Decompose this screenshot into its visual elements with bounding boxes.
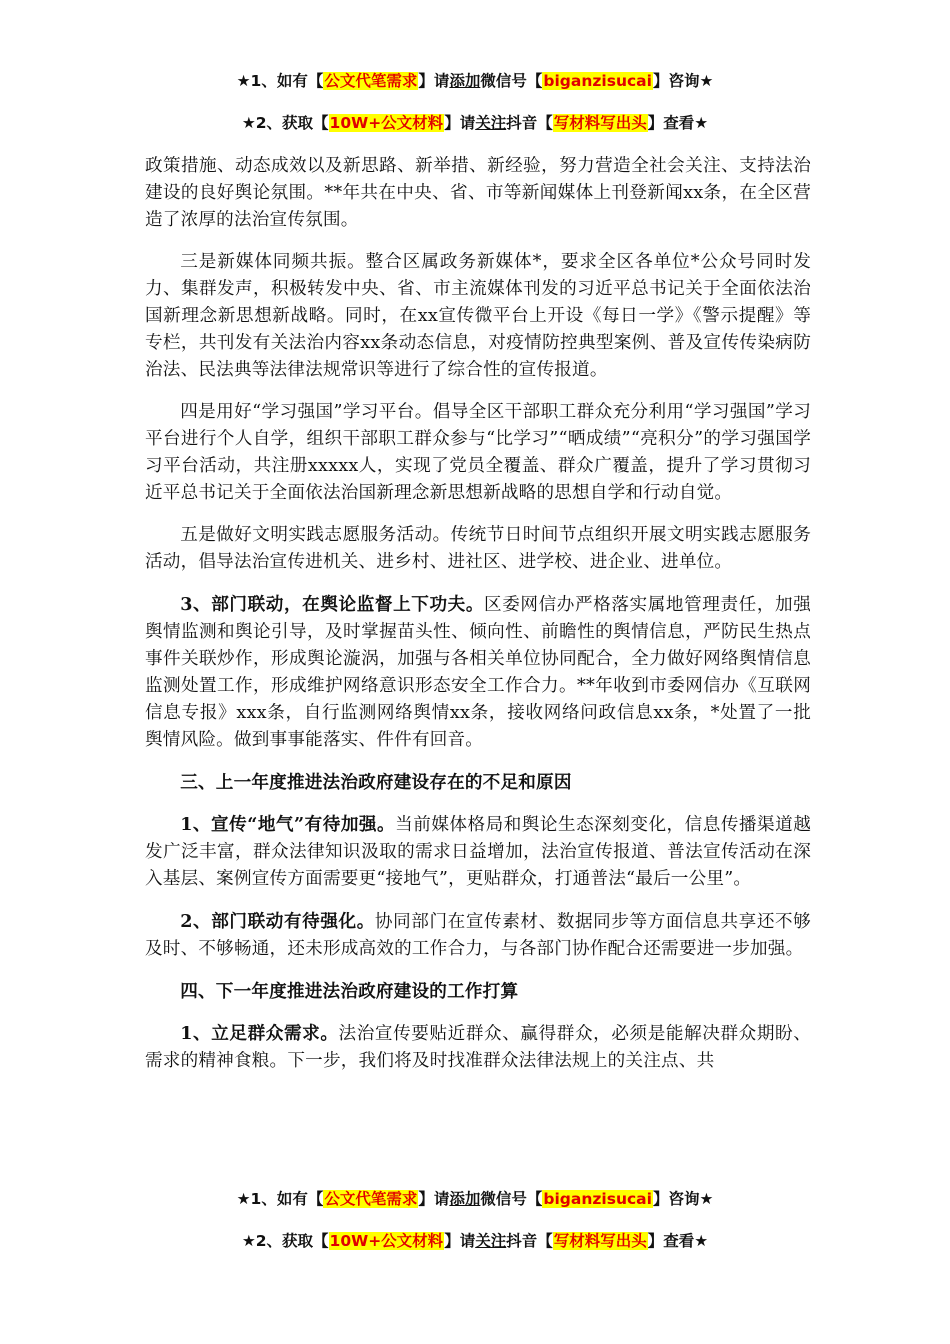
promo-banner-line-2 — [0, 112, 950, 134]
document-body — [145, 153, 811, 1090]
banner-text: 】查看★ — [647, 1232, 709, 1250]
paragraph-text: 当前媒体格局和舆论生态深刻变化，信息传播渠道越发广泛丰富，群众法律知识汲取的需求日益增加，法治宣传报道、普法宣传活动在深入基层、案例宣传方面需要更“接地气”，更贴群众，打通普法“最后一公里”。 — [145, 815, 811, 889]
underlined-text: 关注 — [475, 1232, 507, 1250]
paragraph: 三是新媒体同频共振。整合区属政务新媒体*，要求全区各单位*公众号同时发力、集群发声，积极转发中央、省、市主流媒体刊发的习近平总书记关于全面依法治国新理念新思想新战略。同时，在xx宣传微平台上开设《每日一学》《警示提醒》等专栏，共刊发有关法治内容xx条动态信息，对疫情防控典型案例、普及宣传传染病防治法、民法典等法律法规常识等进行了综合性的宣传报道。 — [145, 252, 811, 380]
highlight-tag: 写材料写出头 — [553, 114, 647, 132]
highlight-tag: biganzisucai — [543, 1190, 652, 1208]
paragraph-lead: 2、部门联动有待强化。 — [180, 911, 375, 932]
banner-text: 抖音【 — [506, 114, 553, 132]
highlight-tag: 公文代笔需求 — [324, 1190, 418, 1208]
banner-text: ★2、获取【 — [241, 1232, 329, 1250]
banner-text: ★1、如有【 — [236, 72, 324, 90]
paragraph-lead: 3、部门联动，在舆论监督上下功夫。 — [180, 594, 485, 615]
paragraph-text: 法治宣传要贴近群众、赢得群众，必须是能解决群众期盼、需求的精神食粮。下一步，我们将及时找准群众法律法规上的关注点、共 — [145, 1024, 812, 1071]
section-heading: 四、下一年度推进法治政府建设的工作打算 — [180, 981, 519, 1002]
banner-text: ★1、如有【 — [236, 1190, 324, 1208]
underlined-text: 添加 — [449, 72, 481, 90]
banner-text: ★2、获取【 — [241, 114, 329, 132]
highlight-tag: 写材料写出头 — [553, 1232, 647, 1250]
promo-banner-line-1 — [0, 70, 950, 92]
banner-text: 微信号【 — [480, 72, 543, 90]
underlined-text: 关注 — [475, 114, 507, 132]
banner-text: 】咨询★ — [652, 72, 714, 90]
section-heading: 三、上一年度推进法治政府建设存在的不足和原因 — [180, 772, 572, 793]
banner-text: 】请 — [444, 1232, 476, 1250]
banner-text: 】请 — [444, 114, 476, 132]
highlight-tag: 10W+公文材料 — [329, 114, 444, 132]
underlined-text: 添加 — [449, 1190, 481, 1208]
promo-banner-line-2 — [0, 1230, 950, 1252]
paragraph-text: 协同部门在宣传素材、数据同步等方面信息共享还不够及时、不够畅通，还未形成高效的工作合力，与各部门协作配合还需要进一步加强。 — [145, 912, 811, 959]
banner-text: 】咨询★ — [652, 1190, 714, 1208]
paragraph — [145, 591, 811, 754]
paragraph-lead: 1、立足群众需求。 — [180, 1023, 339, 1044]
highlight-tag: 10W+公文材料 — [329, 1232, 444, 1250]
banner-text: 】请 — [418, 72, 450, 90]
banner-text: 微信号【 — [480, 1190, 543, 1208]
paragraph-text: 区委网信办严格落实属地管理责任，加强舆情监测和舆论引导，及时掌握苗头性、倾向性、前瞻性的舆情信息，严防民生热点事件关联炒作，形成舆论漩涡，加强与各相关单位协同配合，全力做好网络舆情信息监测处置工作，形成维护网络意识形态安全工作合力。**年收到市委网信办《互联网信息专报》xxx条，自行监测网络舆情xx条，接收网络问政信息xx条，*处置了一批舆情风险。做到事事能落实、件件有回音。 — [145, 595, 811, 750]
highlight-tag: biganzisucai — [543, 72, 652, 90]
paragraph — [145, 811, 811, 893]
paragraph: 五是做好文明实践志愿服务活动。传统节日时间节点组织开展文明实践志愿服务活动，倡导法治宣传进机关、进乡村、进社区、进学校、进企业、进单位。 — [145, 525, 811, 572]
paragraph — [145, 1020, 811, 1075]
paragraph-lead: 1、宣传“地气”有待加强。 — [180, 814, 396, 835]
banner-text: 】查看★ — [647, 114, 709, 132]
promo-banner-line-1 — [0, 1188, 950, 1210]
banner-text: 】请 — [418, 1190, 450, 1208]
banner-text: 抖音【 — [506, 1232, 553, 1250]
paragraph: 政策措施、动态成效以及新思路、新举措、新经验，努力营造全社会关注、支持法治建设的良好舆论氛围。**年共在中央、省、市等新闻媒体上刊登新闻xx条，在全区营造了浓厚的法治宣传氛围。 — [145, 156, 811, 230]
highlight-tag: 公文代笔需求 — [324, 72, 418, 90]
paragraph: 四是用好“学习强国”学习平台。倡导全区干部职工群众充分利用“学习强国”学习平台进行个人自学，组织干部职工群众参与“比学习”“晒成绩”“亮积分”的学习强国学习平台活动，共注册xxxxx人，实现了党员全覆盖、群众广覆盖，提升了学习贯彻习近平总书记关于全面依法治国新理念新思想新战略的思想自学和行动自觉。 — [145, 402, 811, 503]
paragraph — [145, 908, 811, 963]
